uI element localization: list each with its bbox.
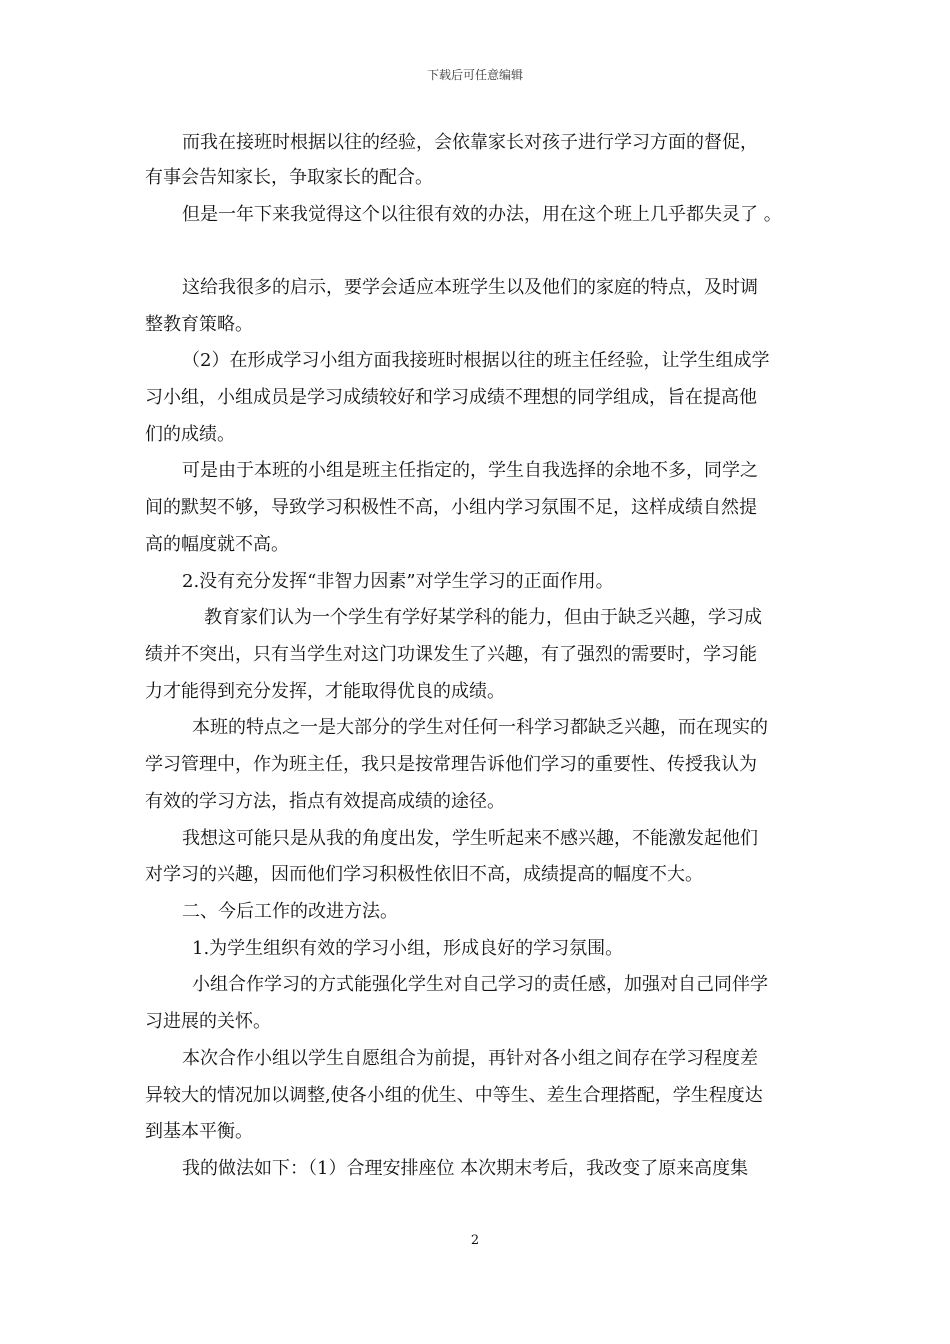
text-line: 们的成绩。	[145, 424, 235, 445]
text-line: 学习管理中，作为班主任，我只是按常理告诉他们学习的重要性、传授我认为	[145, 754, 757, 775]
text-line: 异较大的情况加以调整,使各小组的优生、中等生、差生合理搭配，学生程度达	[145, 1085, 763, 1106]
text-line: 高的幅度就不高。	[145, 534, 289, 555]
page-number: 2	[470, 1233, 480, 1248]
text-line: 我想这可能只是从我的角度出发，学生听起来不感兴趣，不能激发起他们	[182, 828, 758, 849]
text-line: 小组合作学习的方式能强化学生对自己学习的责任感，加强对自己同伴学	[192, 974, 768, 995]
text-line: 二、今后工作的改进方法。	[182, 901, 398, 922]
text-line: 可是由于本班的小组是班主任指定的，学生自我选择的余地不多，同学之	[182, 460, 758, 481]
text-line: 而我在接班时根据以往的经验，会依靠家长对孩子进行学习方面的督促，	[182, 132, 758, 153]
text-line: 习小组，小组成员是学习成绩较好和学习成绩不理想的同学组成，旨在提高他	[145, 387, 757, 408]
text-line: 整教育策略。	[145, 314, 253, 335]
text-line: 本次合作小组以学生自愿组合为前提，再针对各小组之间存在学习程度差	[182, 1048, 758, 1069]
text-line: 1.为学生组织有效的学习小组，形成良好的学习氛围。	[192, 938, 624, 959]
text-line: 但是一年下来我觉得这个以往很有效的办法，用在这个班上几乎都失灵了 。	[182, 204, 782, 225]
text-line: 这给我很多的启示，要学会适应本班学生以及他们的家庭的特点，及时调	[182, 277, 758, 298]
text-line: 对学习的兴趣，因而他们学习积极性依旧不高，成绩提高的幅度不大。	[145, 864, 703, 885]
text-line: 我的做法如下：（1）合理安排座位 本次期末考后，我改变了原来高度集	[182, 1158, 749, 1179]
text-line: 力才能得到充分发挥，才能取得优良的成绩。	[145, 681, 505, 702]
text-line: （2）在形成学习小组方面我接班时根据以往的班主任经验，让学生组成学	[182, 350, 770, 371]
text-line: 绩并不突出，只有当学生对这门功课发生了兴趣，有了强烈的需要时，学习能	[145, 644, 757, 665]
text-line: 到基本平衡。	[145, 1121, 253, 1142]
text-line: 2.没有充分发挥“非智力因素”对学生学习的正面作用。	[182, 571, 614, 592]
text-line: 教育家们认为一个学生有学好某学科的能力，但由于缺乏兴趣，学习成	[204, 607, 762, 628]
text-line: 本班的特点之一是大部分的学生对任何一科学习都缺乏兴趣，而在现实的	[192, 717, 768, 738]
text-line: 习进展的关怀。	[145, 1011, 271, 1032]
text-line: 有事会告知家长，争取家长的配合。	[145, 167, 433, 188]
text-line: 间的默契不够，导致学习积极性不高，小组内学习氛围不足，这样成绩自然提	[145, 497, 757, 518]
text-line: 有效的学习方法，指点有效提高成绩的途径。	[145, 791, 505, 812]
page-header: 下载后可任意编辑	[426, 68, 523, 82]
